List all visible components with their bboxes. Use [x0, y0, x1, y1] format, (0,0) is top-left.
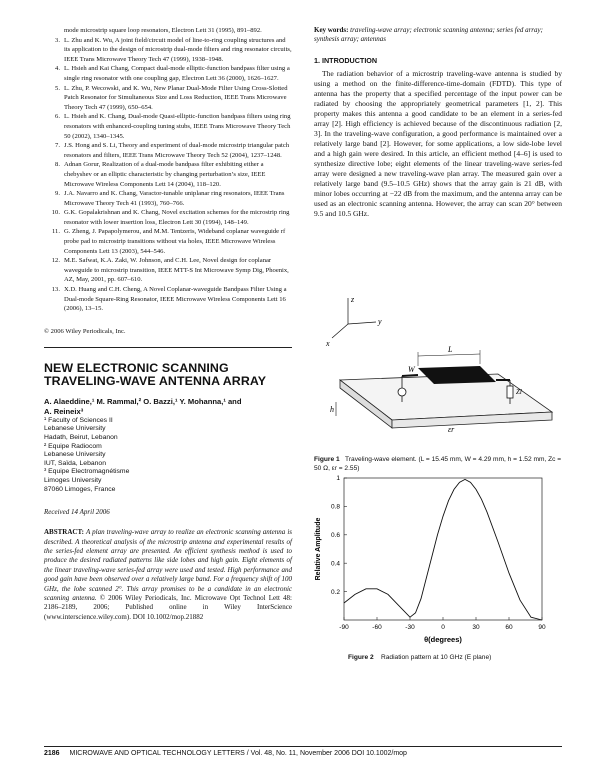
figure-2-caption: Figure 2 Radiation pattern at 10 GHz (E plane) [348, 654, 492, 661]
x-axis-label: θ(degrees) [424, 635, 462, 644]
svg-text:x: x [326, 339, 330, 348]
label-W: W [408, 365, 415, 374]
copyright-notice: © 2006 Wiley Periodicals, Inc. [44, 327, 126, 335]
figure-2-radiation-plot [312, 470, 562, 650]
abstract: ABSTRACT: A plan traveling-wave array to realize an electronic scanning antenna is described. A theoretical analysis of the microstrip antenna and experimental results of the series-fed element array are presented. An efficient synthesis method is used to produce the desired radiated patterns like side lobes and high gain. Eight elements of the linear traveling-wave series-fed array were used and tested. High performance and good gain have been observed over a relatively large band. For a frequency shift of 100 GHz, the lobe scanned 2°. This array promises to be a candidate in an electronic scanning antenna. © 2006 Wiley Periodicals, Inc. Microwave Opt Technol Lett 48: 2186–2189, 2006; Published online in Wiley InterScience (www.interscience.wiley.com). DOI 10.1002/mop.21882 [44, 528, 293, 621]
y-tick-label: 0.2 [330, 588, 340, 596]
right-column [314, 26, 562, 219]
svg-text:y: y [378, 317, 382, 326]
received-date: Received 14 April 2006 [44, 508, 110, 517]
section-heading: 1. INTRODUCTION [314, 56, 378, 65]
label-Zl: Zl [516, 388, 522, 396]
reference-item: 11. G. Zheng, J. Papapolymerou, and M.M. Tentzeris, Wideband coplanar waveguide rf probe pad to microstrip transitions without via holes, IEEE Microwave Wireless Components Lett 13 (2003), 544–546. [52, 228, 286, 255]
y-tick-label: 0.8 [330, 503, 340, 511]
reference-item: 7. J.S. Hong and S. Li, Theory and experiment of dual-mode microstrip triangular patch resonators and filters, IEEE Trans Microwave Theory Tech 52 (2004), 1237–1248. [55, 142, 290, 159]
x-tick-label: -90 [339, 624, 349, 631]
source-symbol [398, 388, 406, 396]
reference-item: 5. L. Zhu, P. Wecowski, and K. Wu, New Planar Dual-Mode Filter Using Cross-Slotted Patch Resonator for Simultaneous Size and Loss Reduction, IEEE Trans Microwave Theory Tech 47 (1999), 650–654. [55, 84, 288, 111]
article-title: NEW ELECTRONIC SCANNING TRAVELING-WAVE ANTENNA ARRAY [44, 360, 267, 389]
y-tick-label: 1 [336, 475, 340, 483]
x-tick-label: 60 [505, 624, 513, 631]
plot-frame [344, 478, 542, 620]
reference-item: 6. L. Hsieh and K. Chang, Dual-mode Quasi-elliptic-function bandpass filters using ring resonators with enhanced-coupling tuning stubs, IEEE Trans Microwave Theory Tech 50 (2002), 1340–1345. [55, 113, 291, 140]
label-er: εr [448, 425, 455, 434]
journal-line: MICROWAVE AND OPTICAL TECHNOLOGY LETTERS / Vol. 48, No. 11, November 2006 DOI 10.1002/mop [69, 750, 407, 757]
feed-line [402, 375, 418, 376]
label-L: L [448, 345, 453, 354]
intro-paragraph: The radiation behavior of a microstrip traveling-wave antenna is studied by using a method on the finite-difference-time-domain (FDTD). This type of antenna has the property that a specified percentage of the input power can be radiated by choosing the appropriately geometrical parameters [1, 2]. This property makes this antenna a good candidate to be an element in a series-fed array [2]. High efficiency is achieved because of the discontinuous radiation [2, 3]. In the traveling-wave configuration, a good performance is maintained over a relatively large band [2]. However, for some applications, a low side-lobe level and a high gain were desired. In this article, an efficient method [4–6] is used to synthesize directive lobe; eight elements of the linear traveling-wave series-fed array were designed a new traveling-wave plan array. The measured gain over a relatively large band (9.5–10.5 GHz) shows that the array gain is 21 dB, with minor lobes occurring at −22 dB from the maximum, and the antenna array can be used as an electronic scanning antenna. However, the array can scan 20° between 9.5 and 10.5 GHz. [314, 69, 562, 218]
x-tick-label: 30 [472, 624, 480, 631]
page-footer [44, 746, 562, 757]
section-divider [44, 347, 292, 348]
reference-item: 3. L. Zhu and K. Wu, A joint field/circuit model of line-to-ring coupling structures and its application to the design of microstrip dual-mode filters and ring resonator circuits, IEEE Trans Microwave Theory Tech 47 (1999), 1938–1948. [55, 36, 292, 63]
reference-item: 4. L. Hsieh and Kai Chang, Compact dual-mode elliptic-function bandpass filter using a single ring resonator with one coupling gap, Electron Lett 36 (2000), 1626–1627. [55, 65, 290, 82]
reference-item: 10. G.K. Gopalakrishnan and K. Chang, Novel excitation schemes for the microstrip ring resonator with lower insertion loss, Electron Lett 30 (1994), 148–149. [51, 209, 290, 226]
series-line-e-plane [344, 479, 542, 620]
x-tick-label: 0 [441, 624, 445, 631]
keywords: Key words: traveling-wave array; electronic scanning antenna; series fed array; synthesis array; antennas [314, 26, 543, 43]
label-h: h [330, 405, 334, 414]
axis-y [348, 322, 376, 324]
reference-item: 8. Adnan Gorur, Realization of a dual-mode bandpass filter exhibiting either a chebyshev or an elliptic characteristic by changing perturbation’s size, IEEE Microwave Wireless Components Lett 14 (2004), 118–120. [55, 161, 266, 188]
x-tick-label: -60 [372, 624, 382, 631]
x-tick-label: -30 [405, 624, 415, 631]
reference-item: 13. X.D. Huang and C.H. Cheng, A Novel Coplanar-waveguide Bandpass Filter Using a Dual-mode Square-Ring Resonator, IEEE Microwave Wireless Components Lett 16 (2006), 13–15. [51, 286, 287, 313]
reference-item: 12. M.E. Safwat, K.A. Zaki, W. Johnson, and C.H. Lee, Novel design for coplanar waveguide to microstrip transition, IEEE MTT-S Int Microwave Symp Dig, Phoenix, AZ, May, 2001, pp. 607–610. [51, 257, 289, 284]
y-axis-label: Relative Amplitude [315, 517, 322, 581]
y-tick-label: 0.4 [330, 560, 340, 568]
author-list: A. Alaeddine,¹ M. Rammal,² O. Bazzi,¹ Y. Mohanna,¹ and A. Reineix³ [44, 396, 242, 416]
reference-list [44, 26, 292, 314]
load-resistor [507, 386, 513, 398]
page-number: 2186 [44, 750, 60, 757]
axis-x [332, 324, 348, 338]
left-column [44, 26, 292, 622]
reference-item: 9. J.A. Navarro and K. Chang, Varactor-tunable uniplanar ring resonators, IEEE Trans Microwave Theory Tech 41 (1993), 760–766. [55, 190, 285, 207]
figure-1-caption: Figure 1 Traveling-wave element. (L = 15.45 mm, W = 4.29 mm, h = 1.52 mm, Zc = 50 Ω, εr = 2.55) [314, 456, 562, 472]
reference-item: mode microstrip square loop resonators, Electron Lett 31 (1995), 891–892. [64, 27, 262, 34]
x-tick-label: 90 [538, 624, 546, 631]
affiliations: ¹ Faculty of Sciences II Lebanese University Hadath, Beirut, Lebanon ² Equipe Radiocom Lebanese University IUT, Saïda, Lebanon ³ Equipe Electromagnétisme Limoges University 87060 Limoges, France [44, 416, 130, 493]
y-tick-label: 0.6 [330, 532, 340, 539]
figure-1-antenna-diagram [320, 292, 558, 442]
svg-text:z: z [351, 295, 355, 304]
